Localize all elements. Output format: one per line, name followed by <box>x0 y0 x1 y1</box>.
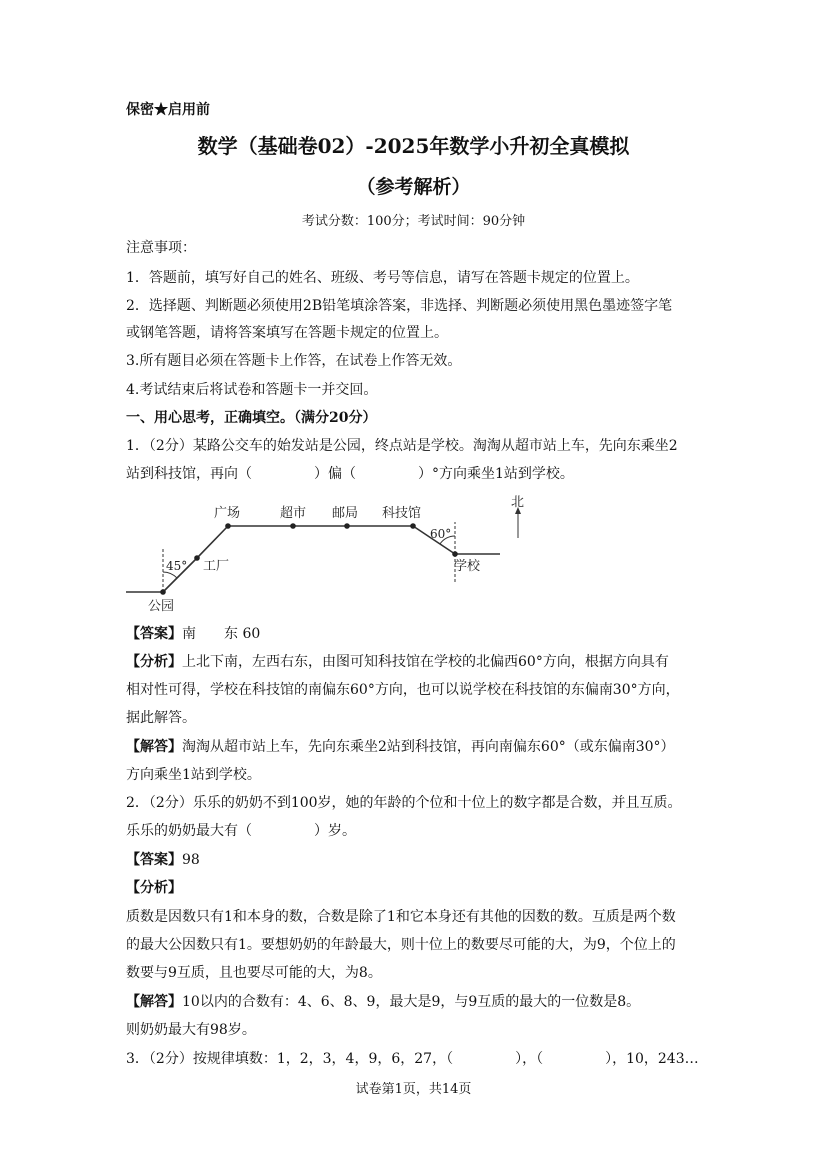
q1-text-a: 站到科技馆，再向（ <box>126 466 252 482</box>
label-angle-60: 60° <box>430 527 452 541</box>
q3-text-a: 3．（2分）按规律填数：1，2，3，4，9，6，27，（ <box>126 1051 454 1067</box>
label-north: 北 <box>511 495 525 510</box>
q1-solution-text-1: 淘淘从超市站上车，先向东乘坐2站到科技馆，再向南偏东60°（或东偏南30°） <box>182 739 675 755</box>
q2-line2 <box>126 821 356 841</box>
answer-label: 【答案】 <box>126 626 182 642</box>
exam-info: 考试分数：100分；考试时间：90分钟 <box>301 214 526 229</box>
stop-square <box>225 523 231 529</box>
analysis-label: 【分析】 <box>126 880 182 896</box>
q1-analysis-text-1: 上北下南，左西右东，由图可知科技馆在学校的北偏西60°方向，根据方向具有 <box>182 654 669 670</box>
q1-answer-value: 南 东 60 <box>182 626 261 642</box>
label-supermarket: 超市 <box>280 506 307 521</box>
page-title: 数学（基础卷02）-2025年数学小升初全真模拟 <box>197 134 630 158</box>
note-3: 3.所有题目必须在答题卡上作答，在试卷上作答无效。 <box>126 353 462 369</box>
q2-analysis-2: 的最大公因数只有1。要想奶奶的年龄最大，则十位上的数要尽可能的大，为9，个位上的 <box>126 937 676 953</box>
q2-solution-1 <box>126 992 640 1012</box>
solution-label: 【解答】 <box>126 739 182 755</box>
stop-supermarket <box>290 523 296 529</box>
q3-text-c: ），10，243… <box>605 1051 699 1067</box>
stop-park <box>160 589 166 595</box>
solution-label: 【解答】 <box>126 994 182 1010</box>
q1-line2 <box>126 464 574 484</box>
note-4: 4.考试结束后将试卷和答题卡一并交回。 <box>126 382 378 398</box>
q1-solution-1 <box>126 737 675 757</box>
q2-solution-2: 则奶奶最大有98岁。 <box>126 1022 256 1038</box>
q2-text-a: 乐乐的奶奶最大有（ <box>126 823 252 839</box>
answer-label: 【答案】 <box>126 852 182 868</box>
label-park: 公园 <box>148 599 175 614</box>
q1-text-c: ）°方向乘坐1站到学校。 <box>418 466 574 482</box>
stop-factory <box>194 555 200 561</box>
stop-school <box>452 551 458 557</box>
route-map <box>120 492 540 616</box>
q1-answer <box>126 624 260 644</box>
analysis-label: 【分析】 <box>126 654 182 670</box>
q2-line1: 2．（2分）乐乐的奶奶不到100岁，她的年龄的个位和十位上的数字都是合数，并且互质。 <box>126 795 682 811</box>
stop-tech-museum <box>410 523 416 529</box>
label-post-office: 邮局 <box>332 506 359 521</box>
q2-analysis-3: 数要与9互质，且也要尽可能的大，为8。 <box>126 965 382 981</box>
q2-solution-text-1: 10以内的合数有：4、6、8、9，最大是9，与9互质的最大的一位数是8。 <box>182 994 641 1010</box>
note-2b: 或钢笔答题，请将答案填写在答题卡规定的位置上。 <box>126 325 448 341</box>
q1-analysis-1 <box>126 652 669 672</box>
q1-analysis-2: 相对性可得，学校在科技馆的南偏东60°方向，也可以说学校在科技馆的东偏南30°方向， <box>126 682 680 698</box>
page-subtitle: （参考解析） <box>356 176 471 198</box>
q1-line1: 1．（2分）某路公交车的始发站是公园，终点站是学校。淘淘从超市站上车，先向东乘坐2 <box>126 438 678 454</box>
q3-text-b: ），（ <box>515 1051 544 1067</box>
label-angle-45: 45° <box>166 559 188 573</box>
page-footer: 试卷第1页，共14页 <box>355 1082 472 1097</box>
q2-answer <box>126 850 200 870</box>
q3-line1 <box>126 1049 699 1069</box>
note-2a: 2．选择题、判断题必须使用2B铅笔填涂答案，非选择、判断题必须使用黑色墨迹签字笔 <box>126 298 673 314</box>
q2-text-b: ）岁。 <box>314 823 356 839</box>
q1-analysis-3: 据此解答。 <box>126 710 196 726</box>
note-1: 1．答题前，填写好自己的姓名、班级、考号等信息，请写在答题卡规定的位置上。 <box>126 270 639 286</box>
label-school: 学校 <box>454 559 481 574</box>
label-factory: 工厂 <box>203 559 230 574</box>
q1-text-b: ）偏（ <box>314 466 356 482</box>
label-tech-museum: 科技馆 <box>382 506 422 521</box>
q1-solution-2: 方向乘坐1站到学校。 <box>126 767 261 783</box>
section-heading: 一、用心思考，正确填空。（满分20分） <box>126 410 377 426</box>
q2-analysis-label <box>126 878 182 898</box>
q2-analysis-1: 质数是因数只有1和本身的数，合数是除了1和它本身还有其他的因数的数。互质是两个数 <box>126 909 676 925</box>
notes-heading: 注意事项： <box>126 240 196 256</box>
label-square: 广场 <box>214 506 241 521</box>
confidential-mark: 保密★启用前 <box>126 102 210 118</box>
q2-answer-value: 98 <box>182 852 200 868</box>
stop-post-office <box>344 523 350 529</box>
